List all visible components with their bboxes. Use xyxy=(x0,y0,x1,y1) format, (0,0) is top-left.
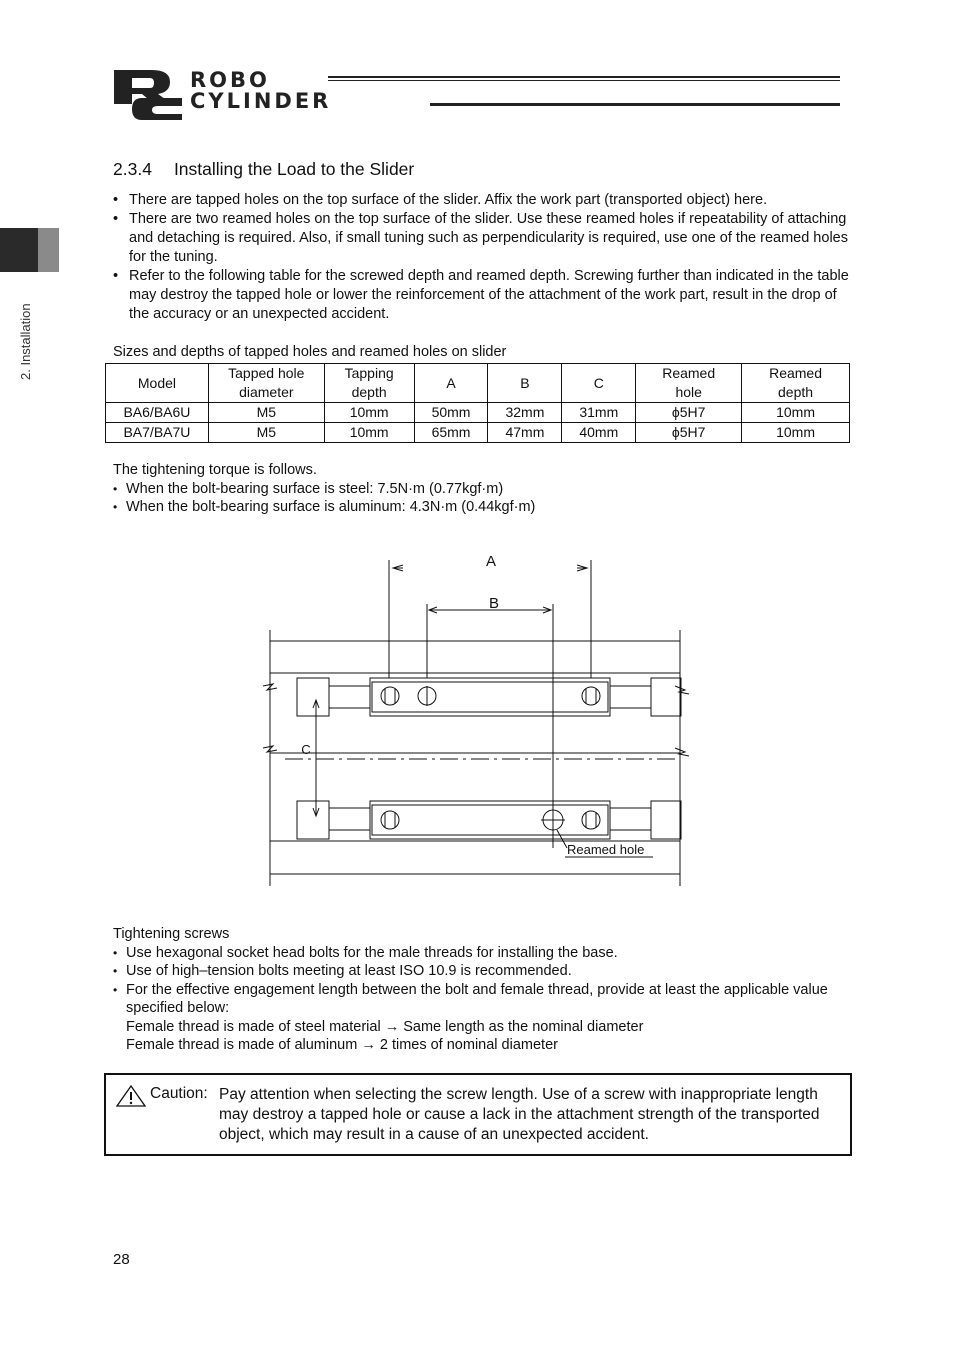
cell-a: 50mm xyxy=(414,403,488,423)
cell-reamed-depth: 10mm xyxy=(742,423,850,443)
chapter-tab-dark xyxy=(0,228,38,272)
caution-box xyxy=(104,1073,852,1156)
table-caption: Sizes and depths of tapped holes and reamed holes on slider xyxy=(113,344,507,360)
screws-item: • Use of high–tension bolts meeting at least ISO 10.9 is recommended. xyxy=(113,962,853,981)
cell-reamed-hole: ϕ5H7 xyxy=(636,423,742,443)
spec-table xyxy=(105,363,850,443)
page-number: 28 xyxy=(113,1251,130,1268)
cell-b: 32mm xyxy=(488,403,562,423)
header-reamed-depth: Reamed depth xyxy=(742,364,850,403)
cell-tapping-depth: 10mm xyxy=(324,403,414,423)
cell-reamed-depth: 10mm xyxy=(742,403,850,423)
dimension-b-label: B xyxy=(488,595,500,612)
header-tapped-hole: Tapped hole diameter xyxy=(208,364,324,403)
header-a: A xyxy=(414,364,488,403)
screws-item: • For the effective engagement length between the bolt and female thread, provide at least the applicable value specified below: xyxy=(113,981,853,1018)
reamed-hole-label: Reamed hole xyxy=(567,842,645,857)
brand-line-cylinder: CYLINDER xyxy=(190,89,332,113)
bullet-item: • Refer to the following table for the screwed depth and reamed depth. Screwing further than indicated in the table may destroy the tapped hole or lower the reinforcement of the attachment of the work part, result in the drop of the accuracy or an unexpected accident. xyxy=(113,267,853,324)
header-tapping-depth: Tapping depth xyxy=(324,364,414,403)
bullet-item: • There are two reamed holes on the top surface of the slider. Use these reamed holes if repeatability of attaching and detaching is required. Also, if small tuning such as perpendicularity is required, use one of the reamed holes for the tuning. xyxy=(113,210,853,267)
slider-drawing xyxy=(255,548,695,893)
screws-detail: Female thread is made of steel material → Same length as the nominal diameter xyxy=(126,1018,644,1035)
cell-model: BA7/BA7U xyxy=(106,423,209,443)
table-row xyxy=(106,403,850,423)
screws-title: Tightening screws xyxy=(113,926,230,942)
cell-model: BA6/BA6U xyxy=(106,403,209,423)
torque-section xyxy=(113,461,535,517)
caution-label: Caution: xyxy=(150,1085,208,1102)
rc-logo-icon xyxy=(112,68,188,120)
header-reamed-hole: Reamed hole xyxy=(636,364,742,403)
warning-icon xyxy=(116,1085,146,1107)
caution-text: Pay attention when selecting the screw length. Use of a screw with inappropriate length may destroy a tapped hole or cause a lack in the attachment strength of the transported object, which may result in a cause of an unexpected accident. xyxy=(219,1086,820,1143)
header-b: B xyxy=(488,364,562,403)
header-rule-top xyxy=(328,76,840,78)
header-model: Model xyxy=(106,364,209,403)
brand-line-robo: ROBO xyxy=(190,68,270,92)
intro-bullet-list xyxy=(113,191,853,324)
cell-tapping-depth: 10mm xyxy=(324,423,414,443)
header-rule-bottom xyxy=(430,103,840,106)
dimension-a-label: A xyxy=(485,553,497,570)
header-c: C xyxy=(562,364,636,403)
torque-item: • When the bolt-bearing surface is aluminum: 4.3N·m (0.44kgf·m) xyxy=(113,498,535,517)
torque-item: • When the bolt-bearing surface is steel: 7.5N·m (0.77kgf·m) xyxy=(113,480,535,499)
section-heading xyxy=(113,159,414,180)
section-number: 2.3.4 xyxy=(113,159,152,179)
torque-intro: The tightening torque is follows. xyxy=(113,462,317,478)
table-header-row xyxy=(106,364,850,403)
chapter-label: 2. Installation xyxy=(18,303,33,380)
cell-tapped-hole: M5 xyxy=(208,423,324,443)
screws-detail: Female thread is made of aluminum → 2 times of nominal diameter xyxy=(126,1037,558,1053)
screws-section xyxy=(113,925,853,1055)
screws-item: • Use hexagonal socket head bolts for the male threads for installing the base. xyxy=(113,944,853,963)
dimension-c-label: C xyxy=(301,742,311,757)
bullet-item: • There are tapped holes on the top surface of the slider. Affix the work part (transported object) here. xyxy=(113,191,853,210)
chapter-tab-grey xyxy=(38,228,59,272)
cell-b: 47mm xyxy=(488,423,562,443)
cell-c: 40mm xyxy=(562,423,636,443)
header-rule-top-thin xyxy=(328,80,840,81)
section-title: Installing the Load to the Slider xyxy=(173,159,415,179)
cell-tapped-hole: M5 xyxy=(208,403,324,423)
cell-c: 31mm xyxy=(562,403,636,423)
cell-reamed-hole: ϕ5H7 xyxy=(636,403,742,423)
cell-a: 65mm xyxy=(414,423,488,443)
table-row xyxy=(106,423,850,443)
brand-wordmark xyxy=(190,70,331,112)
